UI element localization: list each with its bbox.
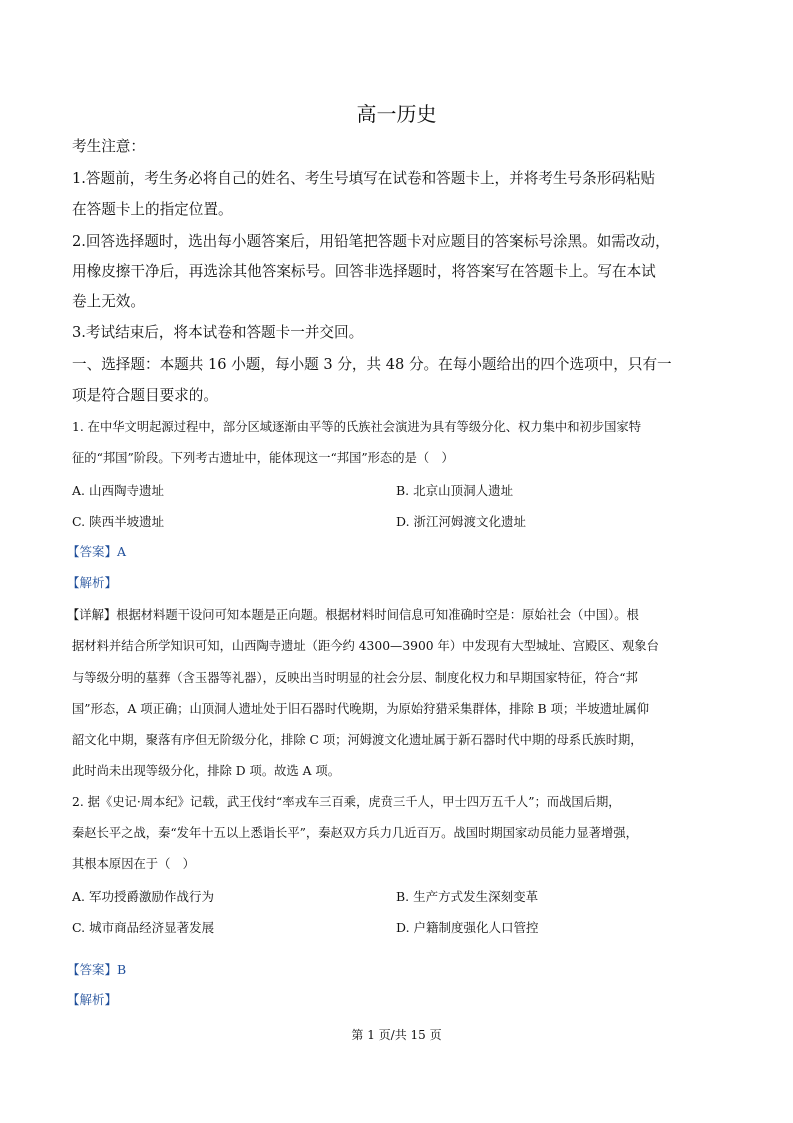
- detail-line: 国”形态，A 项正确；山顶洞人遗址处于旧石器时代晚期，为原始狩猎采集群体，排除 B 项；半坡遗址属仰: [72, 702, 649, 716]
- option-b: B. 生产方式发生深刻变革: [396, 889, 539, 904]
- question-stem: 2. 据《史记·周本纪》记载，武王伐纣“率戎车三百乘，虎贲三千人，甲士四万五千人”；而战国后期，: [72, 795, 621, 809]
- analysis-label: 【解析】: [67, 992, 118, 1007]
- option-b: B. 北京山顶洞人遗址: [396, 483, 514, 498]
- option-a: A. 山西陶寺遗址: [72, 483, 164, 498]
- question-stem: 征的“邦国”阶段。下列考古遗址中，能体现这一“邦国”形态的是（ ）: [72, 451, 454, 465]
- detail-line: 【详解】根据材料题干设问可知本题是正向题。根据材料时间信息可知准确时空是：原始社会（中国）。根: [67, 608, 639, 622]
- notice-line: 1.答题前，考生务必将自己的姓名、考生号填写在试卷和答题卡上，并将考生号条形码粘贴: [72, 170, 656, 187]
- option-c: C. 城市商品经济显著发展: [72, 920, 215, 935]
- notice-line: 3.考试结束后，将本试卷和答题卡一并交回。: [72, 324, 364, 341]
- answer-label: 【答案】A: [67, 544, 127, 559]
- option-d: D. 浙江河姆渡文化遗址: [396, 514, 527, 529]
- notice-line: 用橡皮擦干净后，再选涂其他答案标号。回答非选择题时，将答案写在答题卡上。写在本试: [72, 263, 656, 280]
- notice-line: 2.回答选择题时，选出每小题答案后，用铅笔把答题卡对应题目的答案标号涂黑。如需改动，: [72, 233, 670, 250]
- option-d: D. 户籍制度强化人口管控: [396, 920, 539, 935]
- detail-line: 与等级分明的墓葬（含玉器等礼器），反映出当时明显的社会分层、制度化权力和早期国家特征，符合“邦: [72, 671, 638, 685]
- page-number: 第 1 页/共 15 页: [351, 1028, 442, 1042]
- answer-label: 【答案】B: [67, 962, 127, 977]
- detail-line: 据材料并结合所学知识可知，山西陶寺遗址（距今约 4300—3900 年）中发现有大型城址、宫殿区、观象台: [72, 639, 659, 653]
- section-heading: 项是符合题目要求的。: [72, 387, 218, 404]
- question-stem: 其根本原因在于（ ）: [72, 857, 195, 871]
- notice-line: 卷上无效。: [72, 293, 145, 310]
- question-stem: 秦赵长平之战，秦“发年十五以上悉诣长平”，秦赵双方兵力几近百万。战国时期国家动员能力显著增强，: [72, 826, 638, 840]
- detail-line: 此时尚未出现等级分化，排除 D 项。故选 A 项。: [72, 764, 341, 778]
- option-a: A. 军功授爵激励作战行为: [72, 889, 214, 904]
- analysis-label: 【解析】: [67, 575, 118, 590]
- question-stem: 1. 在中华文明起源过程中，部分区域逐渐由平等的氏族社会演进为具有等级分化、权力集中和初步国家特: [72, 420, 642, 434]
- section-heading: 一、选择题：本题共 16 小题，每小题 3 分，共 48 分。在每小题给出的四个选项中，只有一: [72, 356, 672, 373]
- notice-heading: 考生注意：: [72, 138, 145, 155]
- option-c: C. 陕西半坡遗址: [72, 514, 165, 529]
- page-title: 高一历史: [356, 102, 437, 126]
- notice-line: 在答题卡上的指定位置。: [72, 201, 233, 218]
- detail-line: 韶文化中期，聚落有序但无阶级分化，排除 C 项；河姆渡文化遗址属于新石器时代中期的母系氏族时期，: [72, 733, 643, 747]
